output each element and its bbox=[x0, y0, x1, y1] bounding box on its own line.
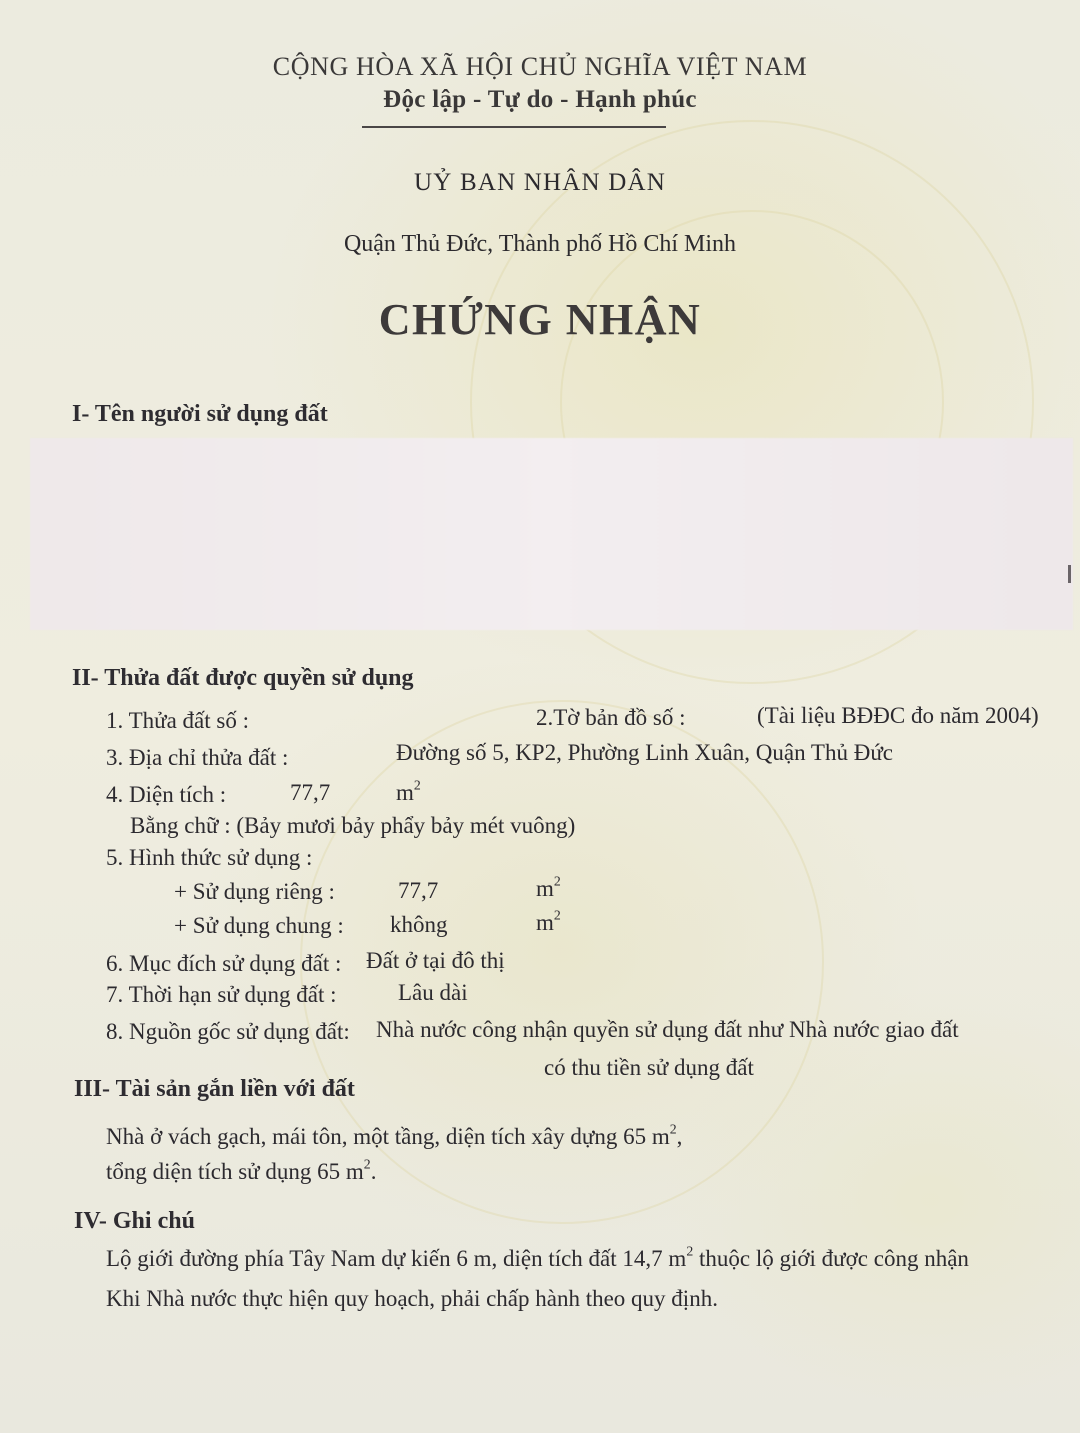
redacted-owner-area bbox=[30, 438, 1073, 630]
redaction-edge-mark bbox=[1068, 565, 1071, 583]
address-value: Đường số 5, KP2, Phường Linh Xuân, Quận Thủ Đức bbox=[396, 740, 894, 765]
shared-use-value: không bbox=[390, 912, 448, 937]
private-use-value: 77,7 bbox=[398, 878, 439, 903]
note-line-2: Khi Nhà nước thực hiện quy hoạch, phải chấp hành theo quy định. bbox=[106, 1286, 718, 1311]
area-value: 77,7 bbox=[290, 780, 331, 805]
area-label: 4. Diện tích : bbox=[106, 782, 227, 807]
parcel-number-label: 1. Thửa đất số : bbox=[106, 708, 249, 733]
map-source: (Tài liệu BĐĐC đo năm 2004) bbox=[757, 703, 1039, 728]
section-4-heading: IV- Ghi chú bbox=[74, 1208, 195, 1234]
usage-form-label: 5. Hình thức sử dụng : bbox=[106, 845, 313, 870]
land-origin-value-2: có thu tiền sử dụng đất bbox=[544, 1055, 754, 1080]
private-use-label: + Sử dụng riêng : bbox=[174, 879, 335, 904]
section-2-heading: II- Thửa đất được quyền sử dụng bbox=[72, 665, 414, 691]
land-purpose-value: Đất ở tại đô thị bbox=[366, 948, 505, 973]
issuing-district: Quận Thủ Đức, Thành phố Hồ Chí Minh bbox=[343, 231, 737, 257]
shared-use-unit: $m^2$ bbox=[536, 907, 561, 935]
certificate-title: CHỨNG NHẬN bbox=[378, 295, 702, 344]
land-origin-value-1: Nhà nước công nhận quyền sử dụng đất như Nhà nước giao đất bbox=[376, 1017, 959, 1042]
note-line-1: Lộ giới đường phía Tây Nam dự kiến 6 m, diện tích đất 14,7 $m^2$ thuộc lộ giới được công nhận bbox=[106, 1243, 969, 1271]
land-term-label: 7. Thời hạn sử dụng đất : bbox=[106, 982, 337, 1007]
map-sheet-label: 2.Tờ bản đồ số : bbox=[536, 705, 686, 730]
shared-use-label: + Sử dụng chung : bbox=[174, 913, 344, 938]
header-republic: CỘNG HÒA XÃ HỘI CHỦ NGHĨA VIỆT NAM bbox=[272, 52, 808, 81]
address-label: 3. Địa chỉ thửa đất : bbox=[106, 745, 289, 770]
asset-description-line-1: Nhà ở vách gạch, mái tôn, một tầng, diện tích xây dựng 65 $m^2$, bbox=[106, 1121, 683, 1149]
asset-description-line-2: tổng diện tích sử dụng 65 $m^2$. bbox=[106, 1156, 377, 1184]
area-unit: $m^2$ bbox=[396, 777, 421, 805]
section-1-heading: I- Tên người sử dụng đất bbox=[72, 401, 328, 427]
section-3-heading: III- Tài sản gắn liền với đất bbox=[74, 1076, 355, 1102]
header-divider bbox=[362, 126, 666, 128]
area-in-words: Bằng chữ : (Bảy mươi bảy phẩy bảy mét vuông) bbox=[130, 813, 576, 838]
private-use-unit: $m^2$ bbox=[536, 873, 561, 901]
issuing-committee: UỶ BAN NHÂN DÂN bbox=[413, 169, 667, 196]
land-purpose-label: 6. Mục đích sử dụng đất : bbox=[106, 951, 342, 976]
land-term-value: Lâu dài bbox=[398, 980, 468, 1005]
land-origin-label: 8. Nguồn gốc sử dụng đất: bbox=[106, 1019, 350, 1044]
header-motto: Độc lập - Tự do - Hạnh phúc bbox=[383, 86, 697, 113]
